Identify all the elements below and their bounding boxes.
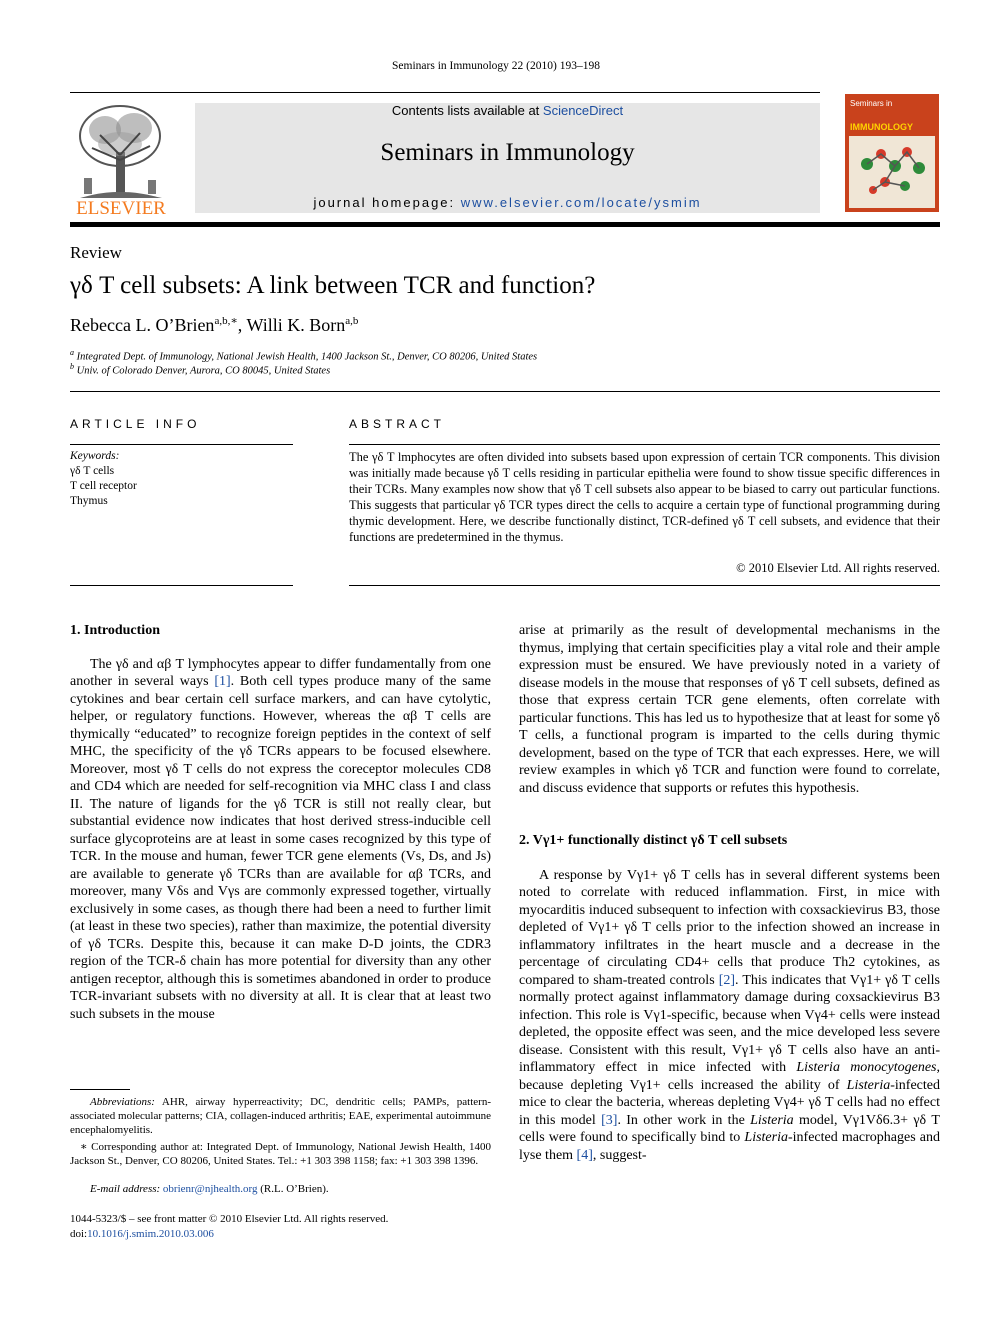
abbreviations-text: AHR, airway hyperreactivity; DC, dendritic cells; PAMPs, pattern-associated molecular patterns; CIA, collagen-induced arthritis; EAE, experimental autoimmune encephalomyelitis. bbox=[70, 1096, 491, 1136]
elsevier-tree-icon bbox=[70, 100, 172, 216]
abbreviations-label: Abbreviations: bbox=[90, 1096, 155, 1108]
info-rule-bottom bbox=[70, 585, 293, 586]
affiliation-a bbox=[70, 348, 537, 363]
author-obrien: Rebecca L. O’Brien bbox=[70, 315, 215, 335]
sec2-text-c: , because depleting Vγ1+ cells increased the ability of bbox=[519, 1060, 940, 1093]
reference-link-2[interactable]: [2] bbox=[718, 972, 736, 988]
email-label: E-mail address: bbox=[90, 1183, 161, 1195]
left-column bbox=[70, 622, 491, 1023]
article-info-heading: ARTICLE INFO bbox=[70, 417, 201, 431]
affiliation-b bbox=[70, 362, 330, 377]
author-list bbox=[70, 314, 358, 336]
doi-prefix: doi: bbox=[70, 1228, 88, 1240]
contents-line bbox=[195, 103, 820, 118]
section-2-heading: 2. Vγ1+ functionally distinct γδ T cell subsets bbox=[519, 833, 788, 848]
header-thick-rule bbox=[70, 222, 940, 227]
email-owner: (R.L. O’Brien). bbox=[257, 1183, 329, 1195]
sec2-text-g: -infected macrophages and lyse them bbox=[519, 1130, 940, 1163]
journal-title: Seminars in Immunology bbox=[380, 139, 635, 166]
journal-homepage bbox=[195, 195, 820, 210]
cover-line1: Seminars in bbox=[850, 99, 893, 108]
species-name: Listeria bbox=[846, 1077, 891, 1093]
elsevier-logo bbox=[70, 100, 172, 216]
email-link[interactable]: obrienr@njhealth.org bbox=[162, 1183, 258, 1195]
keyword-item: T cell receptor bbox=[70, 480, 137, 492]
intro-paragraph bbox=[70, 656, 491, 1024]
corresponding-text: Corresponding author at: Integrated Dept. of Immunology, National Jewish Health, 1400 Jackson St., Denver, CO 80206, United States. Tel.: +1 303 398 1158; fax: +1 303 398 1396. bbox=[70, 1141, 491, 1167]
sec2-text-a: A response by Vγ1+ γδ T cells has in several different systems been noted to correlate with reduced inflammation. First, in mice with myocarditis induced subsequent to infection with coxsackievirus B3, those depleted of Vγ1+ γδ T cells prior to the infection showed an increase in inflammatory infiltrates in the heart muscle and a decrease in the percentage of circulating CD4+ cells that produce Th2 cytokines, as compared to sham-treated controls bbox=[519, 867, 940, 988]
article-type: Review bbox=[70, 243, 122, 262]
header-rule bbox=[70, 92, 820, 93]
affiliation-a-text: Integrated Dept. of Immunology, National Jewish Health, 1400 Jackson St., Denver, CO 80206, United States bbox=[76, 351, 538, 363]
abstract-text: The γδ T lmphocytes are often divided into subsets based upon expression of certain TCR components. This division was initially made because γδ T cells residing in particular epithelia were found to show tissue specific differences in their TCRs. Many examples now show that γδ T cell subsets also appear to be biased to carry out particular functions. This suggests that particular γδ TCR types direct the cells to acquire a certain type of functional programming during thymic development. Here, we describe functionally distinct, TCR-defined γδ T cell subsets, and evidence that their functions are predetermined in the thymus. bbox=[349, 450, 940, 544]
species-name: Listeria bbox=[744, 1130, 788, 1145]
keywords-block bbox=[70, 449, 137, 509]
abstract-rule-top bbox=[349, 444, 940, 445]
doi-line bbox=[70, 1227, 388, 1242]
abstract-heading: ABSTRACT bbox=[349, 417, 446, 431]
homepage-prefix: journal homepage: bbox=[313, 195, 461, 210]
affiliation-b-text: Univ. of Colorado Denver, Aurora, CO 80045, United States bbox=[76, 365, 331, 377]
keyword-item: γδ T cells bbox=[70, 465, 115, 477]
abstract-rule-bottom bbox=[349, 585, 940, 586]
affiliation-a-mark: a bbox=[70, 348, 74, 357]
section-2-paragraph bbox=[519, 867, 940, 1165]
issn-line: 1044-5323/$ – see front matter © 2010 Elsevier Ltd. All rights reserved. bbox=[70, 1213, 389, 1225]
species-name: Listeria bbox=[750, 1112, 794, 1128]
corresponding-mark: ∗ bbox=[80, 1141, 88, 1153]
keyword-item: Thymus bbox=[70, 495, 108, 507]
corresponding-author-footnote bbox=[70, 1140, 491, 1168]
author-born-affil[interactable]: a,b bbox=[345, 315, 359, 327]
sec2-text-f: model, Vγ1Vδ6.3+ γδ T cells were found to specifically bind to bbox=[519, 1112, 940, 1145]
journal-citation: Seminars in Immunology 22 (2010) 193–198 bbox=[392, 60, 600, 72]
author-born: Willi K. Born bbox=[246, 315, 346, 335]
elsevier-wordmark: ELSEVIER bbox=[76, 198, 166, 216]
sec2-text-h: , suggest- bbox=[592, 1147, 647, 1163]
section-rule bbox=[70, 391, 940, 392]
intro-continuation: arise at primarily as the result of developmental mechanisms in the thymus, implying that certain specificities play a vital role and their ample expression must be ensured. We have previously noted in a variety of disease models in the mouse that responses of γδ T cell subsets, defined as those that express certain TCR gene elements, often correlate with particular functions. This has led us to hypothesize that at least for some γδ T cells, a functional program is imparted to the cells during thymic development, based on the type of TCR that each expresses. Here, we will review examples in which γδ TCR and function were found to correlate, and discuss evidence that supports or refutes this hypothesis. bbox=[519, 623, 940, 796]
species-name: Listeria monocytogenes bbox=[796, 1060, 937, 1075]
article-title: γδ T cell subsets: A link between TCR and function? bbox=[70, 272, 596, 299]
abbreviations-footnote bbox=[70, 1095, 491, 1137]
sciencedirect-link[interactable]: ScienceDirect bbox=[542, 103, 624, 118]
sec2-text-b: . This indicates that Vγ1+ γδ T cells normally protect against inflammatory damage during coxsackievirus B3 infection. This role is Vγ1-specific, because when Vγ4+ cells were instead depleted, the opposite effect was seen, and the mice developed less severe disease. Consistent with this result, Vγ1+ γδ T cells also have an anti-inflammatory effect in mice infected with bbox=[519, 972, 941, 1075]
keywords-label: Keywords: bbox=[70, 450, 120, 462]
footnote-rule bbox=[70, 1089, 130, 1090]
doi-link[interactable]: 10.1016/j.smim.2010.03.006 bbox=[87, 1228, 214, 1240]
section-1-heading: 1. Introduction bbox=[70, 623, 160, 638]
abstract-copyright: © 2010 Elsevier Ltd. All rights reserved. bbox=[736, 561, 940, 575]
affiliation-b-mark: b bbox=[70, 362, 74, 371]
intro-text-a: The γδ and αβ T lymphocytes appear to differ fundamentally from one another in several ways bbox=[70, 656, 491, 689]
cover-molecule-icon bbox=[845, 94, 939, 212]
homepage-link[interactable]: www.elsevier.com/locate/ysmim bbox=[460, 195, 702, 210]
intro-text-b: . Both cell types produce many of the same cytokines and bear certain cell surface markers, and can have cytolytic, helper, or regulatory functions. However, whereas the αβ T cells are thymically “educated” to recognize foreign peptides in the context of self MHC, the specificity of the γδ TCRs appears to be focused elsewhere. Moreover, most γδ T cells do not express the coreceptor molecules CD8 and CD4 which are needed for self-recognition via MHC class I and class II. The nature of ligands for the γδ TCR is still not really clear, but substantial evidence now indicates that host derived stress-inducible cell surface glycoproteins are at least in some cases recognized by this type of TCR. In the mouse and human, fewer TCR gene elements (Vs, Ds, and Js) are available to generate γδ TCRs than are available for αβ TCRs, and moreover, many Vδs and Vγs are commonly expressed together, virtually exclusively in some cases, as though there had been a need to further limit (at least in these two species), rather than maximize, the potential diversity of γδ TCRs. Despite this, because it can make D-D joints, the CDR3 region of the TCR-δ chain has more potential for diversity than any other antigen receptor, although this is sometimes abandoned in order to produce TCR-invariant subsets with no diversity at all. It is clear that at least two such subsets in the mouse bbox=[70, 674, 491, 1022]
info-rule-top bbox=[70, 444, 293, 445]
email-footnote bbox=[70, 1182, 491, 1196]
author-obrien-affil[interactable]: a,b,∗ bbox=[214, 315, 238, 327]
right-column bbox=[519, 622, 940, 1164]
contents-prefix: Contents lists available at bbox=[391, 103, 543, 118]
sec2-text-d: -infected mice to clear the bacteria, whereas depleting Vγ4+ γδ T cells had no effect in this model bbox=[519, 1077, 940, 1128]
journal-cover-thumbnail bbox=[845, 94, 939, 212]
author-separator: , bbox=[237, 315, 247, 335]
cover-line2: IMMUNOLOGY bbox=[850, 122, 913, 132]
journal-banner bbox=[195, 103, 820, 213]
issn-block bbox=[70, 1212, 388, 1242]
reference-link-1[interactable]: [1] bbox=[214, 674, 231, 689]
sec2-text-e: . In other work in the bbox=[617, 1112, 751, 1128]
reference-link-4[interactable]: [4] bbox=[576, 1147, 593, 1163]
reference-link-3[interactable]: [3] bbox=[601, 1112, 618, 1128]
